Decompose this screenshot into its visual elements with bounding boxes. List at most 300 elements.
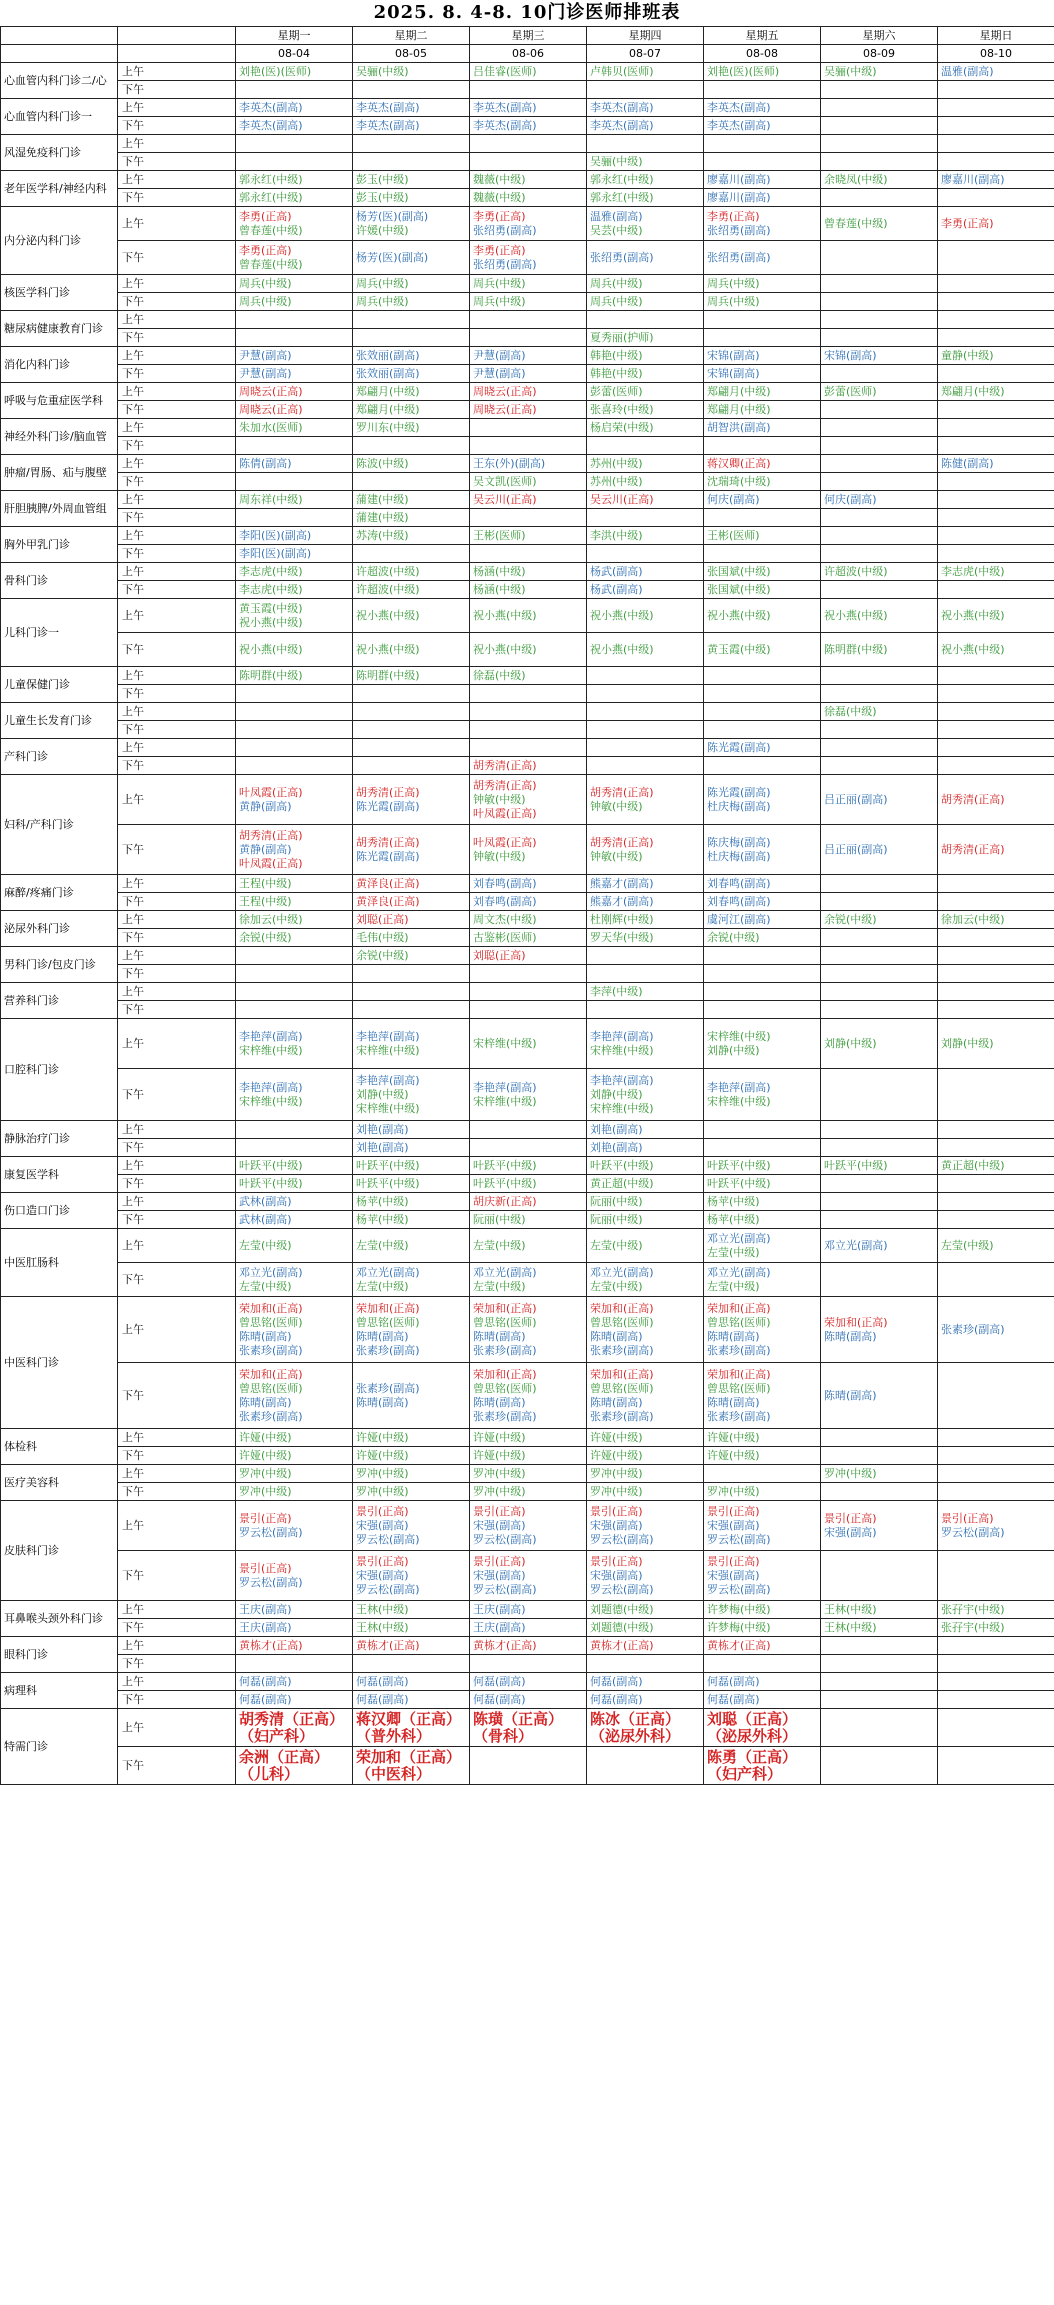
schedule-cell [938,293,1054,311]
doctor-entry: 许娅(中级) [590,1448,643,1462]
schedule-cell [938,509,1054,527]
schedule-row [1,929,1054,947]
doctor-entry: 古鉴彬(医师) [473,930,537,944]
schedule-cell [821,1193,938,1211]
schedule-cell [470,1551,587,1601]
schedule-cell [587,1001,704,1019]
schedule-cell [353,1673,470,1691]
schedule-cell [236,1637,353,1655]
schedule-cell [470,721,587,739]
doctor-entry: 许娅(中级) [707,1448,760,1462]
schedule-cell [938,1747,1054,1785]
schedule-cell [938,1601,1054,1619]
schedule-cell [587,437,704,455]
schedule-cell [821,1297,938,1363]
doctor-entry: 刘题德(中级) [590,1620,654,1634]
schedule-cell [470,81,587,99]
doctor-entry: 徐加云(中级) [941,912,1005,926]
department-name: 肝胆胰脾/外周血管组 [1,491,118,527]
doctor-entry: 尹慧(副高) [239,366,292,380]
schedule-cell [470,1229,587,1263]
schedule-cell [704,965,821,983]
schedule-row [1,667,1054,685]
schedule-cell [938,1429,1054,1447]
schedule-cell [587,929,704,947]
doctor-entry: 荣加和（正高） [356,1747,462,1766]
schedule-cell [236,893,353,911]
schedule-cell [587,473,704,491]
schedule-cell [353,1637,470,1655]
schedule-cell [821,473,938,491]
doctor-entry: 罗云松(副高) [239,1525,303,1539]
schedule-row [1,189,1054,207]
doctor-entry: 叶跃平(中级) [824,1158,888,1172]
schedule-cell [353,117,470,135]
doctor-entry: 阮丽(中级) [590,1194,643,1208]
schedule-cell [353,1019,470,1069]
schedule-cell [353,241,470,275]
header-blank [118,27,236,45]
schedule-cell [587,99,704,117]
doctor-entry: 蒲建(中级) [356,492,409,506]
doctor-entry: 杨芳(医)(副高) [356,250,429,264]
doctor-entry: 黄泽良(正高) [356,894,420,908]
doctor-entry: 吴骊(中级) [356,64,409,78]
schedule-cell [236,1175,353,1193]
time-slot: 上午 [118,207,236,241]
schedule-cell [236,1263,353,1297]
schedule-cell [470,825,587,875]
schedule-cell [938,1139,1054,1157]
doctor-entry: 韩艳(中级) [590,348,643,362]
doctor-entry: 宋梓维(中级) [473,1094,537,1108]
schedule-cell [821,893,938,911]
schedule-cell [821,189,938,207]
doctor-entry: 尹慧(副高) [239,348,292,362]
schedule-cell [704,189,821,207]
schedule-cell [821,1139,938,1157]
doctor-entry: 罗冲(中级) [239,1484,292,1498]
doctor-entry: 钟敏(中级) [473,792,526,806]
schedule-cell [704,1211,821,1229]
doctor-entry: 廖嘉川(副高) [707,190,771,204]
schedule-cell [353,893,470,911]
schedule-cell [704,581,821,599]
doctor-entry: 余洲（正高） [239,1747,330,1766]
schedule-cell [587,1447,704,1465]
doctor-entry: 刘聪(正高) [473,948,526,962]
doctor-entry: 杨涵(中级) [473,564,526,578]
schedule-cell [236,911,353,929]
schedule-cell [587,911,704,929]
schedule-cell [704,563,821,581]
schedule-cell [470,311,587,329]
department-name: 胸外甲乳门诊 [1,527,118,563]
department-name: 泌尿外科门诊 [1,911,118,947]
schedule-cell [821,1691,938,1709]
time-slot: 下午 [118,545,236,563]
schedule-cell [353,527,470,545]
schedule-cell [938,1363,1054,1429]
time-slot: 上午 [118,171,236,189]
schedule-cell [470,491,587,509]
schedule-cell [938,1709,1054,1747]
schedule-cell [236,1297,353,1363]
doctor-entry: 荣加和(正高) [707,1301,771,1315]
doctor-entry: 许娅(中级) [239,1430,292,1444]
doctor-entry: 张喜玲(中级) [590,402,654,416]
time-slot: 下午 [118,1263,236,1297]
schedule-cell [587,491,704,509]
doctor-entry: 李英杰(副高) [707,100,771,114]
schedule-row [1,1175,1054,1193]
doctor-entry: 叶跃平(中级) [239,1158,303,1172]
schedule-cell [821,581,938,599]
schedule-row [1,1691,1054,1709]
time-slot: 上午 [118,667,236,685]
schedule-cell [821,241,938,275]
doctor-entry: 李勇(正高) [707,209,760,223]
doctor-entry: 李阳(医)(副高) [239,546,312,560]
schedule-cell [938,1069,1054,1121]
schedule-cell [821,135,938,153]
doctor-entry: 叶跃平(中级) [356,1158,420,1172]
doctor-entry: 宋梓维(中级) [239,1043,303,1057]
doctor-entry: 刘静(中级) [824,1036,877,1050]
doctor-entry: 景引(正高) [356,1504,409,1518]
department-name: 骨科门诊 [1,563,118,599]
schedule-cell [938,667,1054,685]
doctor-entry: 阮丽(中级) [590,1212,643,1226]
schedule-cell [236,1229,353,1263]
schedule-row [1,1747,1054,1785]
doctor-entry: 吕正丽(副高) [824,842,888,856]
doctor-entry: 罗冲(中级) [473,1466,526,1480]
doctor-entry: 胡秀清(正高) [941,842,1005,856]
doctor-entry: 郑翩月(中级) [356,402,420,416]
schedule-row [1,1263,1054,1297]
schedule-cell [938,117,1054,135]
doctor-entry: （普外科） [356,1726,432,1745]
schedule-cell [821,965,938,983]
schedule-row [1,893,1054,911]
time-slot: 上午 [118,875,236,893]
schedule-cell [353,365,470,383]
schedule-row [1,1601,1054,1619]
doctor-entry: 刘春鸣(副高) [707,876,771,890]
doctor-entry: 李艳萍(副高) [590,1029,654,1043]
schedule-cell [938,347,1054,365]
doctor-entry: 宋强(副高) [824,1525,877,1539]
department-name: 麻醉/疼痛门诊 [1,875,118,911]
schedule-cell [587,1691,704,1709]
schedule-cell [353,703,470,721]
schedule-cell [236,825,353,875]
schedule-cell [470,545,587,563]
department-name: 耳鼻喉头颈外科门诊 [1,1601,118,1637]
schedule-cell [587,947,704,965]
department-name: 病理科 [1,1673,118,1709]
schedule-cell [470,509,587,527]
doctor-entry: 王庆(副高) [473,1620,526,1634]
schedule-cell [821,947,938,965]
doctor-entry: 罗冲(中级) [590,1466,643,1480]
department-name: 内分泌内科门诊 [1,207,118,275]
doctor-entry: 李艳萍(副高) [590,1073,654,1087]
doctor-entry: 胡秀清(正高) [590,785,654,799]
doctor-entry: 何磊(副高) [239,1692,292,1706]
doctor-entry: 胡庆新(正高) [473,1194,537,1208]
schedule-cell [821,1483,938,1501]
doctor-entry: 吴骊(中级) [824,64,877,78]
doctor-entry: 陈光霞(副高) [356,849,420,863]
schedule-cell [938,1019,1054,1069]
doctor-entry: 周兵(中级) [356,276,409,290]
doctor-entry: 张素珍(副高) [473,1343,537,1357]
schedule-cell [704,545,821,563]
doctor-entry: 李英杰(副高) [473,118,537,132]
schedule-row [1,1447,1054,1465]
doctor-entry: 曾思铭(医师) [239,1381,303,1395]
doctor-entry: 徐磊(中级) [473,668,526,682]
doctor-entry: 祝小燕(中级) [356,608,420,622]
schedule-cell [353,1601,470,1619]
doctor-entry: 李艳萍(副高) [239,1080,303,1094]
schedule-cell [704,527,821,545]
schedule-cell [704,99,821,117]
doctor-entry: 熊嘉才(副高) [590,876,654,890]
schedule-cell [821,63,938,81]
doctor-entry: 左莹(中级) [941,1238,994,1252]
schedule-row [1,81,1054,99]
doctor-entry: 许娅(中级) [473,1448,526,1462]
schedule-cell [587,1601,704,1619]
doctor-entry: 景引(正高) [239,1511,292,1525]
doctor-entry: 周晓云(正高) [473,384,537,398]
schedule-cell [353,383,470,401]
doctor-entry: 李艳萍(副高) [707,1080,771,1094]
schedule-cell [704,775,821,825]
doctor-entry: 左莹(中级) [707,1245,760,1259]
schedule-cell [236,633,353,667]
schedule-cell [704,1673,821,1691]
schedule-cell [470,1121,587,1139]
doctor-entry: 陈晴(副高) [824,1388,877,1402]
schedule-cell [470,893,587,911]
schedule-cell [236,1001,353,1019]
department-name: 中医肛肠科 [1,1229,118,1297]
schedule-cell [353,509,470,527]
doctor-entry: 陈晴(副高) [356,1329,409,1343]
schedule-cell [704,401,821,419]
schedule-cell [704,1121,821,1139]
schedule-cell [704,1263,821,1297]
schedule-cell [236,1429,353,1447]
schedule-cell [470,171,587,189]
doctor-entry: 王庆(副高) [239,1620,292,1634]
doctor-entry: 王彬(医师) [707,528,760,542]
schedule-row [1,1465,1054,1483]
department-name: 特需门诊 [1,1709,118,1785]
doctor-entry: 宋强(副高) [473,1568,526,1582]
schedule-cell [704,1429,821,1447]
doctor-entry: 王林(中级) [356,1602,409,1616]
doctor-entry: 杨武(副高) [590,582,643,596]
schedule-cell [470,207,587,241]
doctor-entry: 祝小燕(中级) [473,608,537,622]
schedule-cell [353,563,470,581]
schedule-cell [353,1501,470,1551]
schedule-cell [587,1465,704,1483]
date-header: 08-06 [470,45,587,63]
schedule-cell [821,1263,938,1297]
doctor-entry: 刘艳(副高) [590,1122,643,1136]
schedule-cell [470,347,587,365]
schedule-cell [236,757,353,775]
doctor-entry: 陈庆梅(副高) [707,835,771,849]
schedule-cell [236,455,353,473]
schedule-cell [821,81,938,99]
doctor-entry: 周兵(中级) [356,294,409,308]
schedule-cell [938,401,1054,419]
doctor-entry: 叶跃平(中级) [473,1158,537,1172]
schedule-cell [587,1121,704,1139]
schedule-cell [938,1001,1054,1019]
schedule-row [1,63,1054,81]
schedule-cell [587,241,704,275]
schedule-cell [821,1157,938,1175]
doctor-entry: 许娅(中级) [239,1448,292,1462]
doctor-entry: 左莹(中级) [473,1279,526,1293]
doctor-entry: 张素珍(副高) [941,1322,1005,1336]
time-slot: 下午 [118,117,236,135]
schedule-cell [470,241,587,275]
doctor-entry: 罗云松(副高) [941,1525,1005,1539]
doctor-entry: 李英杰(副高) [356,100,420,114]
doctor-entry: 曾思铭(医师) [473,1315,537,1329]
doctor-entry: 许娅(中级) [356,1430,409,1444]
schedule-cell [236,1483,353,1501]
schedule-row [1,1229,1054,1263]
schedule-cell [587,545,704,563]
department-name: 口腔科门诊 [1,1019,118,1121]
schedule-cell [470,1193,587,1211]
doctor-entry: 沈瑞琦(中级) [707,474,771,488]
schedule-cell [704,207,821,241]
schedule-cell [704,1747,821,1785]
department-name: 男科门诊/包皮门诊 [1,947,118,983]
department-name: 神经外科门诊/脑血管 [1,419,118,455]
doctor-entry: 李萍(中级) [590,984,643,998]
doctor-entry: 陈勇（正高） [707,1747,798,1766]
schedule-row [1,527,1054,545]
schedule-cell [821,633,938,667]
schedule-row [1,153,1054,171]
schedule-cell [587,965,704,983]
time-slot: 上午 [118,135,236,153]
schedule-cell [353,491,470,509]
schedule-cell [821,1447,938,1465]
doctor-entry: 祝小燕(中级) [239,642,303,656]
doctor-entry: 李勇(正高) [941,216,994,230]
doctor-entry: 景引(正高) [239,1561,292,1575]
schedule-cell [470,1601,587,1619]
doctor-entry: 郭永红(中级) [590,172,654,186]
schedule-cell [821,419,938,437]
doctor-entry: 许超波(中级) [824,564,888,578]
schedule-cell [704,329,821,347]
schedule-cell [470,1019,587,1069]
schedule-cell [821,491,938,509]
schedule-cell [353,1157,470,1175]
doctor-entry: 陈晴(副高) [239,1395,292,1409]
schedule-cell [470,1747,587,1785]
doctor-entry: 刘艳(副高) [356,1140,409,1154]
department-name: 风湿免疫科门诊 [1,135,118,171]
doctor-entry: 张绍勇(副高) [590,250,654,264]
schedule-cell [236,135,353,153]
doctor-entry: 何磊(副高) [356,1692,409,1706]
doctor-entry: 吴骊(中级) [590,154,643,168]
schedule-cell [938,1447,1054,1465]
time-slot: 下午 [118,1747,236,1785]
schedule-cell [821,1175,938,1193]
schedule-row [1,875,1054,893]
doctor-entry: 胡秀清（正高） [239,1709,345,1728]
schedule-cell [353,207,470,241]
schedule-row [1,563,1054,581]
doctor-entry: 余晓凤(中级) [824,172,888,186]
doctor-entry: （儿科） [239,1764,300,1783]
doctor-entry: 张效丽(副高) [356,366,420,380]
schedule-cell [353,455,470,473]
time-slot: 下午 [118,401,236,419]
doctor-entry: 曾春莲(中级) [824,216,888,230]
doctor-entry: 陈明群(中级) [239,668,303,682]
schedule-row [1,401,1054,419]
schedule-cell [587,275,704,293]
doctor-entry: 吴文凯(医师) [473,474,537,488]
schedule-cell [353,1363,470,1429]
time-slot: 下午 [118,1069,236,1121]
doctor-entry: 邓立光(副高) [824,1238,888,1252]
time-slot: 下午 [118,1175,236,1193]
doctor-entry: 余锐(中级) [824,912,877,926]
weekday-header: 星期日 [938,27,1054,45]
schedule-cell [821,311,938,329]
doctor-entry: 景引(正高) [590,1504,643,1518]
weekday-header: 星期一 [236,27,353,45]
doctor-entry: 宋梓维(中级) [590,1101,654,1115]
schedule-cell [236,1655,353,1673]
schedule-cell [938,365,1054,383]
schedule-cell [821,347,938,365]
schedule-cell [704,757,821,775]
doctor-entry: 吕佳睿(医师) [473,64,537,78]
doctor-entry: 彭玉(中级) [356,190,409,204]
doctor-entry: 罗冲(中级) [473,1484,526,1498]
doctor-entry: 左莹(中级) [707,1279,760,1293]
schedule-cell [704,1297,821,1363]
doctor-entry: 吴云川(正高) [473,492,537,506]
schedule-cell [938,99,1054,117]
doctor-entry: 刘艳(副高) [356,1122,409,1136]
doctor-entry: 宋梓维(中级) [590,1043,654,1057]
schedule-cell [704,1551,821,1601]
schedule-cell [704,1363,821,1429]
doctor-entry: 钟敏(中级) [590,849,643,863]
time-slot: 下午 [118,721,236,739]
